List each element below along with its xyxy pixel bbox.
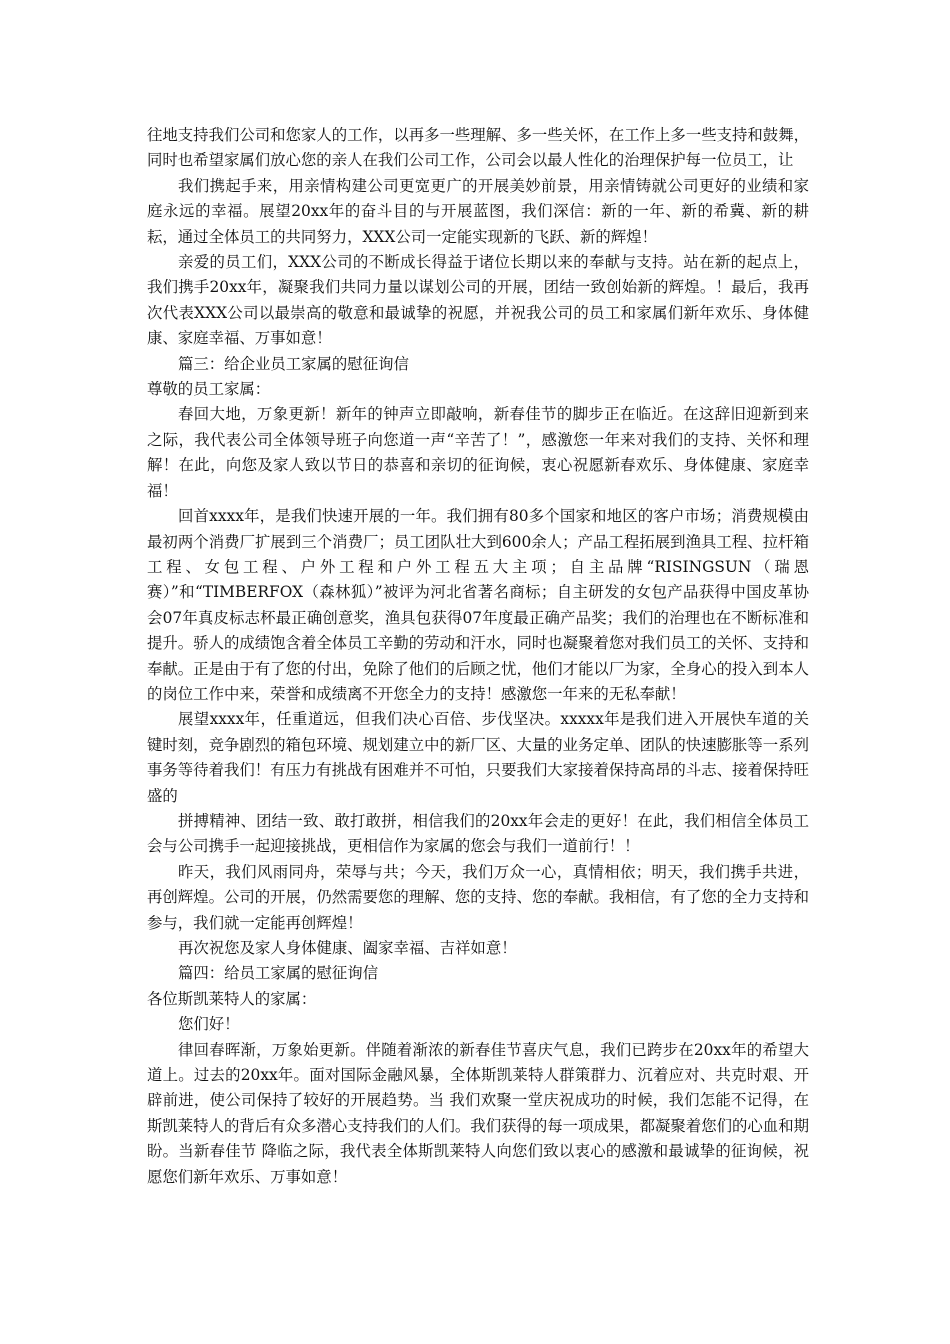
document-body bbox=[147, 123, 809, 1190]
paragraph-yesterday-today: 昨天，我们风雨同舟，荣辱与共；今天，我们万众一心，真情相依；明天，我们携手共进，再创辉煌。公司的开展，仍然需要您的理解、您的支持、您的奉献。我相信，有了您的全力支持和参与，我们就一定能再创辉煌！ bbox=[147, 862, 809, 932]
paragraph-fighting-spirit: 拼搏精神、团结一致、敢打敢拼，相信我们的20xx年会走的更好！在此，我们相信全体员工会与公司携手一起迎接挑战，更相信作为家属的您会与我们一道前行！！ bbox=[147, 811, 809, 856]
paragraph-new-year-letter: 律回春晖渐，万象始更新。伴随着渐浓的新春佳节喜庆气息，我们已跨步在20xx年的希望大道上。过去的20xx年。面对国际金融风暴，全体斯凯莱特人群策群力、沉着应对、共克时艰、开辟前进，使公司保持了较好的开展趋势。当 我们欢聚一堂庆祝成功的时候，我们怎能不记得，在斯凯莱特人的背后有众多潜心支持我们的人们。我们获得的每一项成果，都凝聚着您们的心血和期盼。当新春佳节 降临之际，我代表全体斯凯莱特人向您们致以衷心的感激和最诚挚的征询候，祝愿您们新年欢乐、万事如意！ bbox=[147, 1040, 809, 1186]
paragraph-dear-employees: 亲爱的员工们，XXX公司的不断成长得益于诸位长期以来的奉献与支持。站在新的起点上，我们携手20xx年，凝聚我们共同力量以谋划公司的开展，团结一致创始新的辉煌。！最后，我再次代表XXX公司以最崇高的敬意和最诚挚的祝愿，并祝我公司的员工和家属们新年欢乐、身体健康、家庭幸福、万事如意！ bbox=[147, 253, 809, 348]
paragraph-join-hands: 我们携起手来，用亲情构建公司更宽更广的开展美妙前景，用亲情铸就公司更好的业绩和家庭永远的幸福。展望20xx年的奋斗目的与开展蓝图，我们深信：新的一年、新的希冀、新的耕耘，通过全体员工的共同努力，XXX公司一定能实现新的飞跃、新的辉煌！ bbox=[147, 176, 809, 246]
salutation-family: 尊敬的员工家属： bbox=[147, 380, 271, 399]
section-heading-part-three: 篇三：给企业员工家属的慰征询信 bbox=[178, 354, 409, 373]
section-heading-part-four: 篇四：给员工家属的慰征询信 bbox=[178, 964, 379, 983]
paragraph-year-review: 回首xxxx年，是我们快速开展的一年。我们拥有80多个国家和地区的客户市场；消费规模由最初两个消费厂扩展到三个消费厂；员工团队壮大到600余人；产品工程拓展到渔具工程、拉杆箱工程、女包工程、户外工程和户外工程五大主项；自主品牌“RISINGSUN（瑞恩赛）”和“TIMBERFOX（森林狐）”被评为河北省著名商标；自主研发的女包产品获得中国皮革协会07年真皮标志杯最正确创意奖，渔具包获得07年度最正确产品奖；我们的治理也在不断标准和提升。骄人的成绩饱含着全体员工辛勤的劳动和汗水，同时也凝聚着您对我们员工的关怀、支持和奉献。正是由于有了您的付出，免除了他们的后顾之忧，他们才能以厂为家，全身心的投入到本人的岗位工作中来，荣誉和成绩离不开您全力的支持！感激您一年来的无私奉献！ bbox=[147, 507, 809, 703]
paragraph-spring-greeting: 春回大地，万象更新！新年的钟声立即敲响，新春佳节的脚步正在临近。在这辞旧迎新到来之际，我代表公司全体领导班子向您道一声“辛苦了！”，感激您一年来对我们的支持、关怀和理解！在此，向您及家人致以节日的恭喜和亲切的征询候，衷心祝愿新春欢乐、身体健康、家庭幸福！ bbox=[147, 405, 809, 500]
paragraph-wishes: 再次祝您及家人身体健康、阖家幸福、吉祥如意！ bbox=[178, 939, 517, 957]
paragraph-continuation: 往地支持我们公司和您家人的工作，以再多一些理解、多一些关怀，在工作上多一些支持和鼓舞，同时也希望家属们放心您的亲人在我们公司工作，公司会以最人性化的治理保护每一位员工，让 bbox=[147, 126, 809, 170]
salutation-scarlet-families: 各位斯凯莱特人的家属： bbox=[147, 989, 317, 1008]
paragraph-hello: 您们好！ bbox=[178, 1015, 240, 1034]
paragraph-outlook: 展望xxxx年，任重道远，但我们决心百倍、步伐坚决。xxxxx年是我们进入开展快车道的关键时刻，竞争剧烈的箱包环境、规划建立中的新厂区、大量的业务定单、团队的快速膨胀等一系列事务等待着我们！有压力有挑战有困难并不可怕，只要我们大家接着保持高昂的斗志、接着保持旺盛的 bbox=[147, 710, 809, 805]
